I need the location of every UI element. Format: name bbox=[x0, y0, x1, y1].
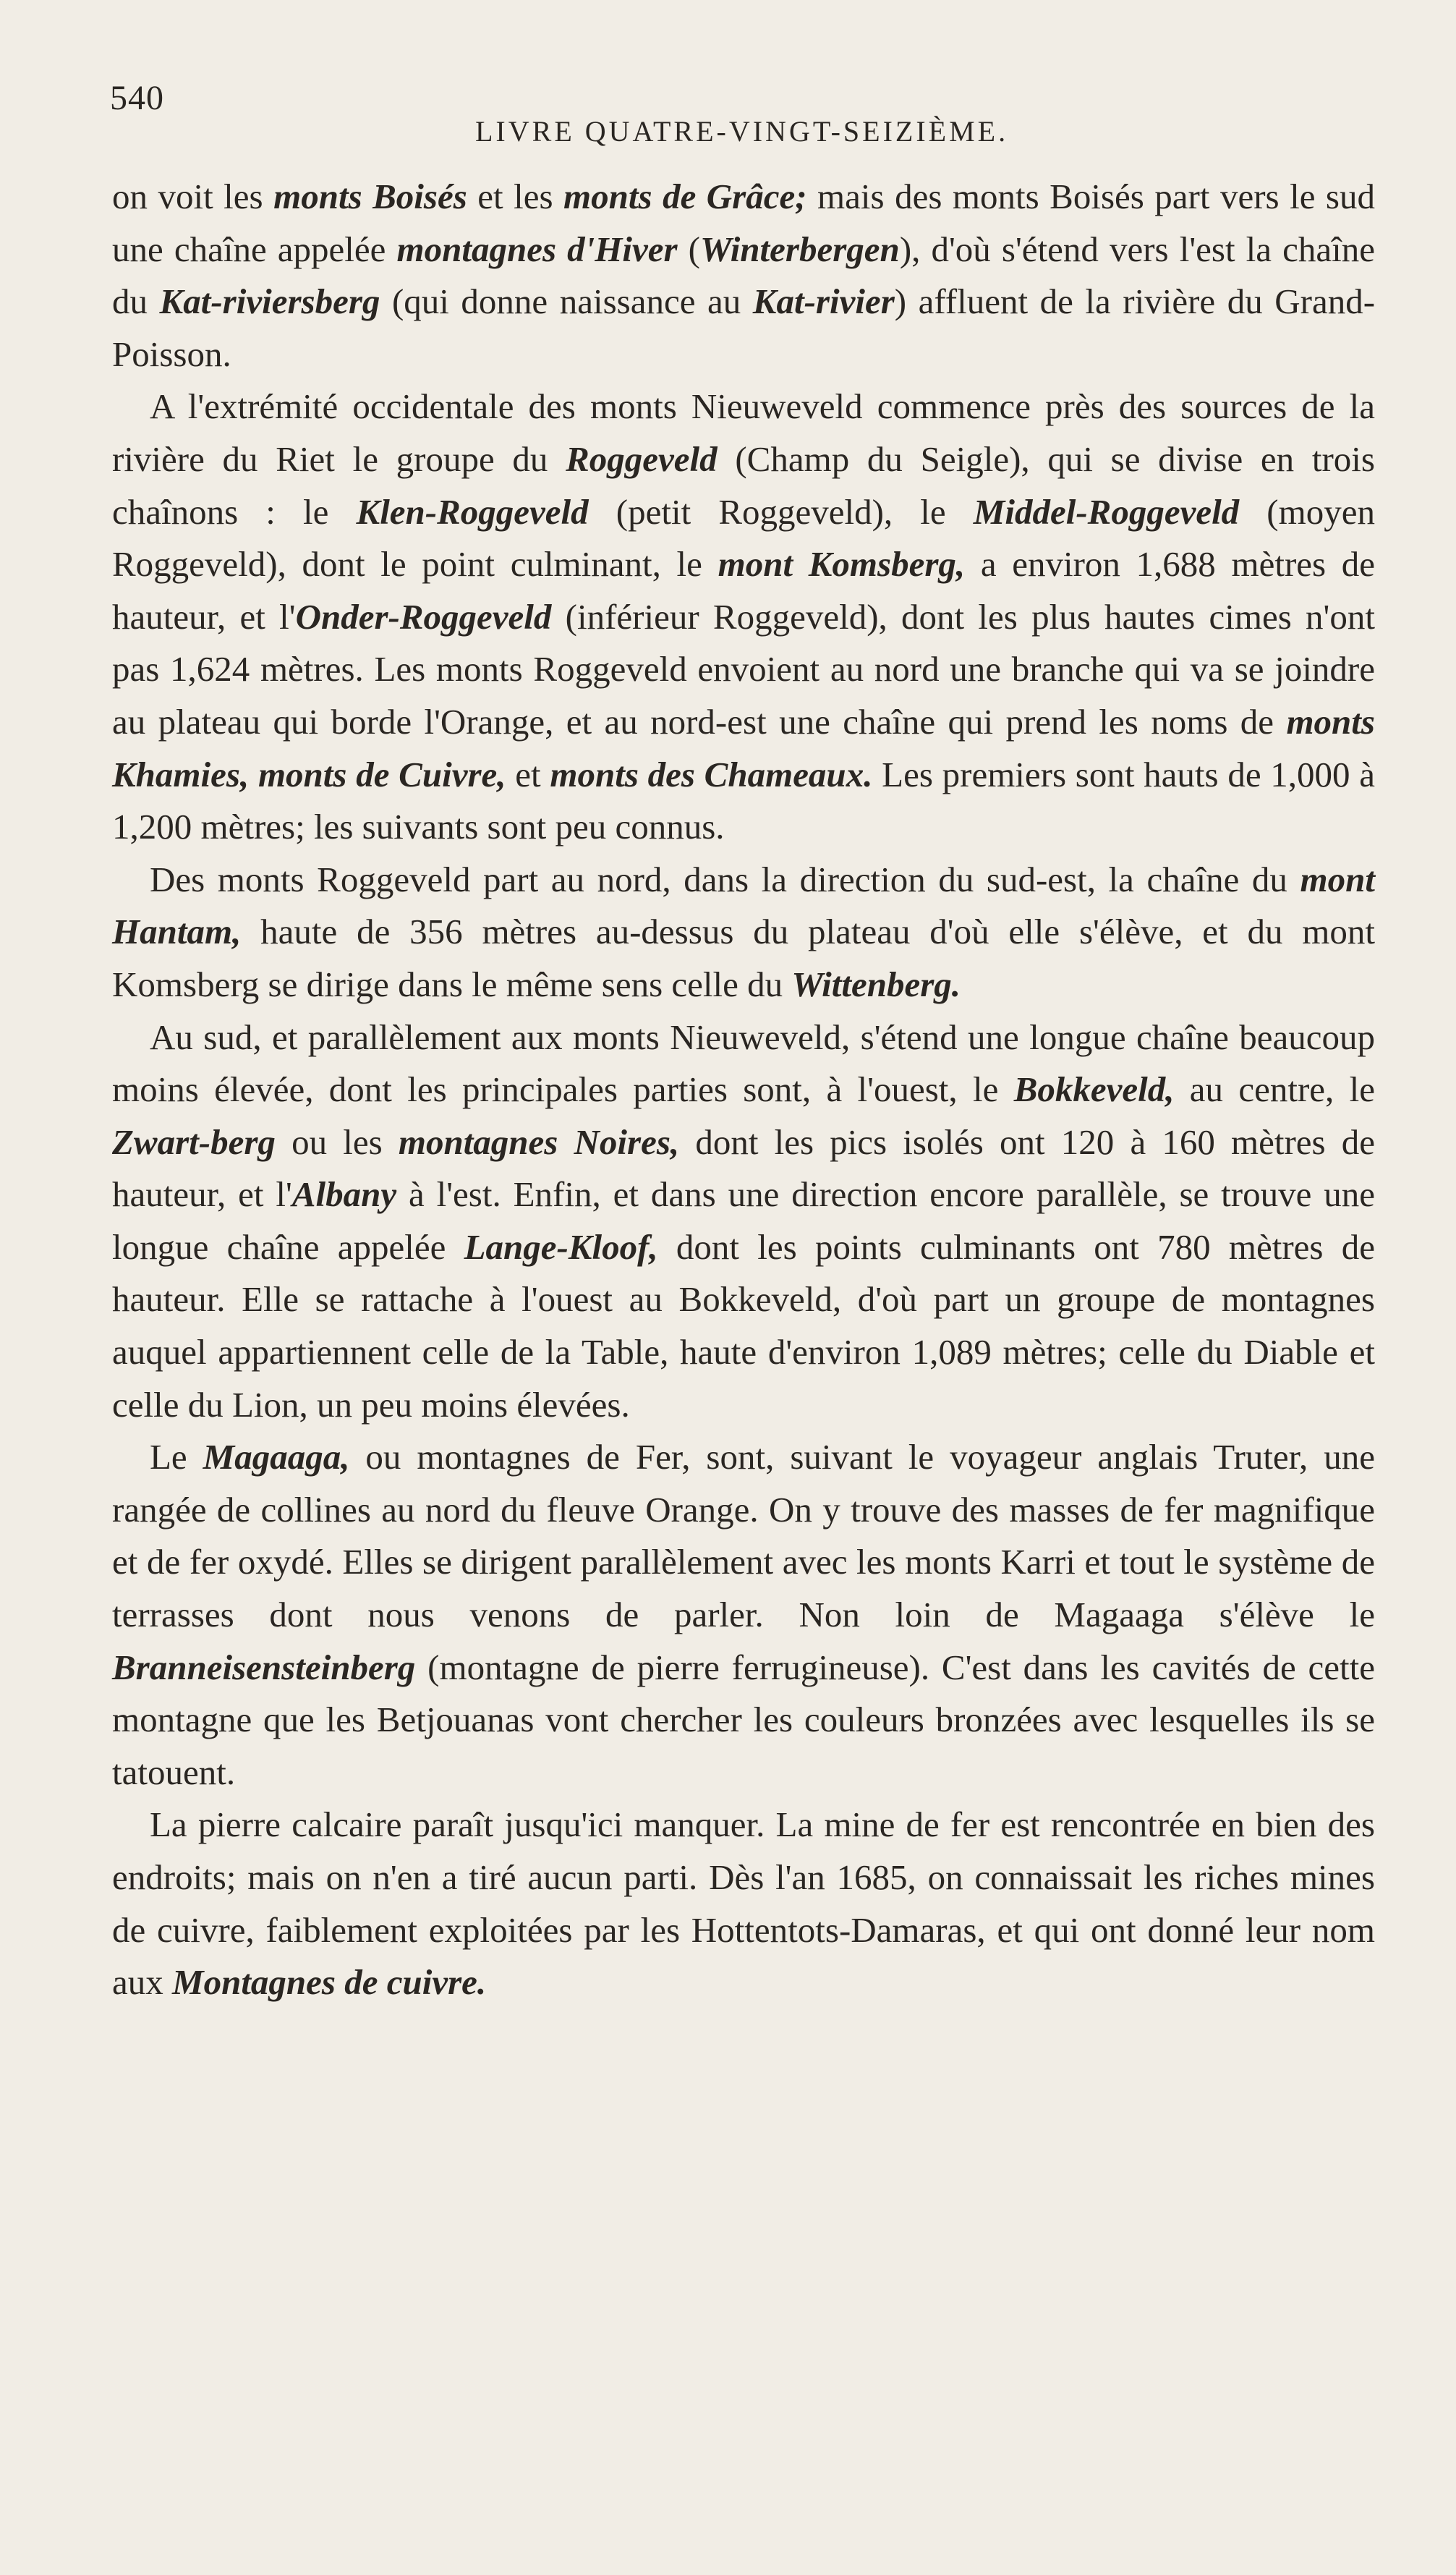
text-run: (petit Roggeveld), le bbox=[588, 491, 974, 532]
text-run: à l'est. Enfin, et dans une direction encore parallèle, se trouve une longue chaîne appelée bbox=[112, 1174, 1375, 1267]
italic-term: mont Hantam, bbox=[112, 859, 1375, 952]
text-run: A l'extrémité occidentale des monts Nieuweveld commence près des sources de la rivière du Riet le groupe du bbox=[112, 386, 1375, 479]
italic-term: Middel-Roggeveld bbox=[973, 491, 1240, 532]
page-header bbox=[110, 78, 1374, 150]
text-run: dont les pics isolés ont 120 à 160 mètres de hauteur, et l' bbox=[112, 1121, 1376, 1215]
text-run: ou les bbox=[275, 1121, 399, 1162]
text-run: (Champ du Seigle), qui se divise en trois chaînons : le bbox=[112, 438, 1375, 532]
paragraph bbox=[112, 1799, 1375, 2008]
paragraph bbox=[112, 1011, 1375, 1432]
paragraph bbox=[112, 1431, 1375, 1799]
text-run: haute de 356 mètres au-dessus du plateau d'où elle s'élève, et du mont Komsberg se dirige dans le même sens celle du bbox=[112, 912, 1375, 1004]
text-run: La pierre calcaire paraît jusqu'ici manquer. La mine de fer est rencontrée en bien des endroits; mais on n'en a tiré aucun parti. Dès l'an 1685, on connaissait les riches mines de cuivre, faiblement exploitées par les Hottentots-Damaras, et qui ont donné leur nom aux bbox=[112, 1804, 1375, 2003]
italic-term: monts Boisés bbox=[273, 177, 467, 216]
text-run: Des monts Roggeveld part au nord, dans la direction du sud-est, la chaîne du bbox=[150, 859, 1300, 899]
text-run: ( bbox=[677, 229, 700, 269]
text-run: et les bbox=[467, 177, 564, 216]
paragraph bbox=[112, 381, 1375, 853]
italic-term: monts Khamies, monts de Cuivre, bbox=[112, 701, 1375, 794]
running-head: LIVRE QUATRE-VINGT-SEIZIÈME. bbox=[475, 115, 1009, 148]
body-text bbox=[112, 171, 1375, 2009]
text-run: et bbox=[506, 754, 550, 794]
text-run: (qui donne naissance au bbox=[380, 281, 753, 322]
italic-term: Onder-Roggeveld bbox=[295, 596, 552, 637]
italic-term: Klen-Roggeveld bbox=[356, 491, 589, 532]
italic-term: Wittenberg. bbox=[791, 964, 961, 1004]
text-run: au centre, le bbox=[1174, 1069, 1375, 1110]
italic-term: montagnes Noires, bbox=[398, 1121, 680, 1162]
italic-term: monts de Grâce; bbox=[563, 177, 807, 216]
italic-term: Roggeveld bbox=[566, 438, 718, 479]
text-run: ) affluent de la rivière du Grand-Poisson. bbox=[112, 281, 1376, 374]
text-run: a environ 1,688 mètres de hauteur, et l' bbox=[112, 544, 1375, 637]
italic-term: Kat-rivier bbox=[752, 281, 895, 322]
text-run: on voit les bbox=[112, 177, 274, 216]
text-run: (moyen Roggeveld), dont le point culminant, le bbox=[112, 491, 1375, 585]
paragraph bbox=[112, 854, 1375, 1011]
italic-term: Albany bbox=[291, 1174, 397, 1215]
italic-term: Branneisensteinberg bbox=[112, 1647, 416, 1687]
text-run: dont les points culminants ont 780 mètres de hauteur. Elle se rattache à l'ouest au Bokkeveld, d'où part un groupe de montagnes auquel appartiennent celle de la Table, haute d'environ 1,089 mètres; celle du Diable et celle du Lion, un peu moins élevées. bbox=[112, 1226, 1375, 1425]
text-run: mais des monts Boisés part vers le sud une chaîne appelée bbox=[112, 177, 1375, 269]
italic-term: Magaaga, bbox=[203, 1437, 350, 1477]
text-run: Les premiers sont hauts de 1,000 à 1,200 mètres; les suivants sont peu connus. bbox=[112, 754, 1375, 847]
text-run: Au sud, et parallèlement aux monts Nieuweveld, s'étend une longue chaîne beaucoup moins élevée, dont les principales parties sont, à l'ouest, le bbox=[112, 1017, 1375, 1110]
page-number: 540 bbox=[110, 79, 164, 117]
italic-term: Winterbergen bbox=[699, 229, 900, 269]
text-run: ), d'où s'étend vers l'est la chaîne du bbox=[112, 229, 1375, 322]
italic-term: monts des Chameaux. bbox=[550, 754, 873, 794]
text-run: (montagne de pierre ferrugineuse). C'est dans les cavités de cette montagne que les Betjouanas vont chercher les couleurs bronzées avec lesquelles ils se tatouent. bbox=[112, 1647, 1375, 1792]
text-run: ou montagnes de Fer, sont, suivant le voyageur anglais Truter, une rangée de collines au nord du fleuve Orange. On y trouve des masses de fer magnifique et de fer oxydé. Elles se dirigent parallèlement avec les monts Karri et tout le système de terrasses dont nous venons de parler. Non loin de Magaaga s'élève le bbox=[112, 1437, 1375, 1635]
italic-term: Bokkeveld, bbox=[1013, 1069, 1175, 1110]
italic-term: Lange-Kloof, bbox=[464, 1226, 658, 1267]
italic-term: mont Komsberg, bbox=[718, 544, 966, 585]
text-run: Le bbox=[150, 1437, 203, 1477]
text-run: (inférieur Roggeveld), dont les plus hautes cimes n'ont pas 1,624 mètres. Les monts Roggeveld envoient au nord une branche qui va se joindre au plateau qui borde l'Orange, et au nord-est une chaîne qui prend les noms de bbox=[112, 596, 1376, 742]
paragraph bbox=[112, 171, 1375, 381]
italic-term: Kat-riviersberg bbox=[159, 281, 380, 322]
italic-term: Zwart-berg bbox=[112, 1121, 276, 1162]
italic-term: Montagnes de cuivre. bbox=[172, 1962, 487, 2003]
italic-term: montagnes d'Hiver bbox=[396, 229, 678, 269]
